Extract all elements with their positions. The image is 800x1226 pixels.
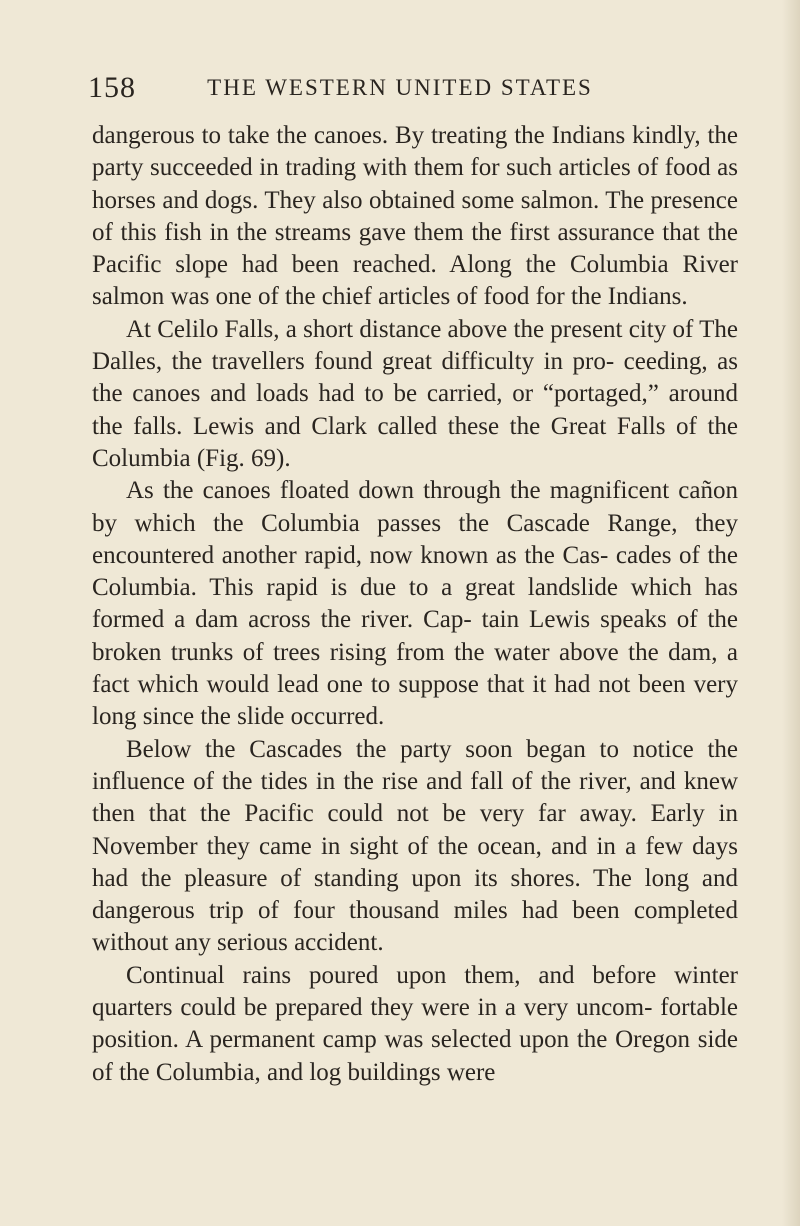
running-head xyxy=(0,68,800,108)
running-title: THE WESTERN UNITED STATES xyxy=(207,75,593,100)
paragraph-winter-quarters: Continual rains poured upon them, and before winter quarters could be prepared they were in a very uncom- fortable position. A permanent camp was selected upon the Oregon side of the Columbia, and log buildings were xyxy=(92,961,738,1086)
page-number: 158 xyxy=(88,71,136,104)
paragraph-continuation: dangerous to take the canoes. By treating the Indians kindly, the party succeeded in trading with them for such articles of food as horses and dogs. They also obtained some salmon. The presence of this fish in the streams gave them the first assurance that the Pacific slope had been reached. Along the Columbia River salmon was one of the chief articles of food for the Indians. xyxy=(92,122,738,311)
paragraph-celilo-falls: At Celilo Falls, a short distance above the present city of The Dalles, the travellers found great difficulty in pro- ceeding, as the canoes and loads had to be carried, or “portaged,” around the falls. Lewis and Clark called these the Great Falls of the Columbia (Fig. 69). xyxy=(92,315,738,472)
body-text xyxy=(92,120,738,1089)
paragraph-cascades: As the canoes floated down through the magnificent cañon by which the Columbia passes the Cascade Range, they encountered another rapid, now known as the Cas- cades of the Columbia. This rapid is due to a great landslide which has formed a dam across the river. Cap- tain Lewis speaks of the broken trunks of trees rising from the water above the dam, a fact which would lead one to suppose that it had not been very long since the slide occurred. xyxy=(92,477,738,731)
paragraph-pacific-arrival: Below the Cascades the party soon began to notice the influence of the tides in the rise and fall of the river, and knew then that the Pacific could not be very far away. Early in November they came in sight of the ocean, and in a few days had the pleasure of standing upon its shores. The long and dangerous trip of four thousand miles had been completed without any serious accident. xyxy=(92,735,738,957)
